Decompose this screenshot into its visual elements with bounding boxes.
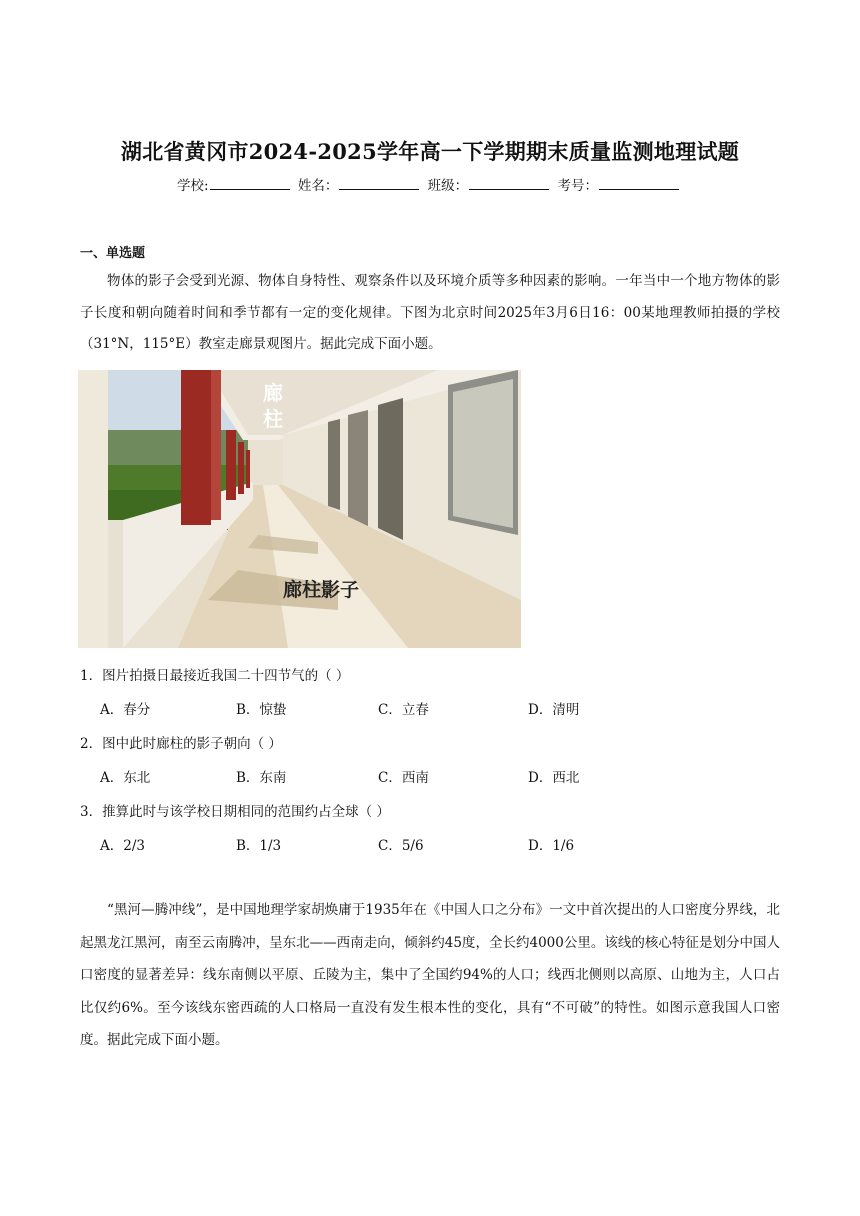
- question-3: 3．推算此时与该学校日期相同的范围约占全球（ ）: [80, 804, 390, 820]
- pillar-label: 廊柱: [263, 381, 283, 431]
- option-d[interactable]: D．清明: [528, 702, 580, 718]
- pillar-shadow-label: 廊柱影子: [283, 579, 360, 601]
- option-b[interactable]: B．1/3: [236, 838, 282, 854]
- school-blank[interactable]: [210, 176, 290, 190]
- name-blank[interactable]: [339, 176, 419, 190]
- option-c[interactable]: C．5/6: [378, 838, 424, 854]
- corridor-photo: [78, 370, 521, 648]
- question-1: 1．图片拍摄日最接近我国二十四节气的（ ）: [80, 668, 350, 684]
- option-d[interactable]: D．1/6: [528, 838, 575, 854]
- corridor-illustration: [78, 370, 521, 648]
- question-2: 2．图中此时廊柱的影子朝向（ ）: [80, 736, 282, 752]
- class-label: 班级：: [427, 178, 469, 194]
- option-b[interactable]: B．惊蛰: [236, 702, 287, 718]
- exam-number-label: 考号：: [557, 178, 598, 194]
- student-info-line: [0, 174, 860, 194]
- option-a[interactable]: A．东北: [100, 770, 151, 786]
- name-label: 姓名：: [297, 178, 339, 194]
- option-a[interactable]: A．春分: [100, 702, 151, 718]
- passage-shadow: 物体的影子会受到光源、物体自身特性、观察条件以及环境介质等多种因素的影响。一年当中一个地方物体的影子长度和朝向随着时间和季节都有一定的变化规律。下图为北京时间2025年3月6日16：00某地理教师拍摄的学校（31°N，115°E）教室走廊景观图片。据此完成下面小题。: [80, 273, 780, 352]
- option-c[interactable]: C．立春: [378, 702, 429, 718]
- question-3-options: [100, 834, 700, 854]
- school-label: 学校:: [177, 178, 209, 194]
- option-a[interactable]: A．2/3: [100, 838, 145, 854]
- exam-number-blank[interactable]: [599, 176, 679, 190]
- section-title: 一、单选题: [80, 246, 146, 261]
- passage-population-line: “黑河—腾冲线”，是中国地理学家胡焕庸于1935年在《中国人口之分布》一文中首次提出的人口密度分界线，北起黑龙江黑河，南至云南腾冲，呈东北——西南走向，倾斜约45度，全长约4000公里。该线的核心特征是划分中国人口密度的显著差异：线东南侧以平原、丘陵为主，集中了全国约94%的人口；线西北侧则以高原、山地为主，人口占比仅约6%。至今该线东密西疏的人口格局一直没有发生根本性的变化，具有“不可破”的特性。如图示意我国人口密度。据此完成下面小题。: [80, 902, 780, 1048]
- question-2-options: [100, 766, 700, 786]
- class-blank[interactable]: [469, 176, 549, 190]
- option-b[interactable]: B．东南: [236, 770, 287, 786]
- option-c[interactable]: C．西南: [378, 770, 429, 786]
- exam-title: 湖北省黄冈市2024-2025学年高一下学期期末质量监测地理试题: [120, 139, 740, 164]
- option-d[interactable]: D．西北: [528, 770, 580, 786]
- question-1-options: [100, 698, 700, 718]
